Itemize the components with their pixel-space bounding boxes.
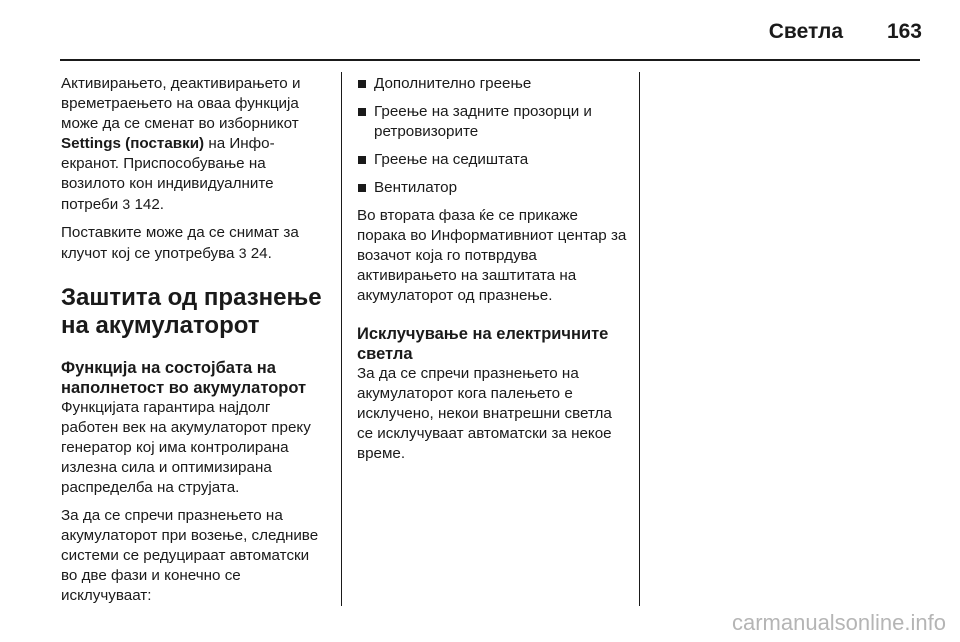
- paragraph-function: Функцијата гарантира најдолг работен век на акумулаторот преку генератор кој има контролирана излезна сила и оптимизирана распределба на струјата.: [61, 399, 311, 496]
- text-run: Поставките може да се снимат за клучот кој се употребува: [61, 224, 299, 262]
- list-item: Греење на задните прозорци и ретровизорите: [357, 102, 629, 142]
- page-reference: 24.: [246, 245, 272, 262]
- paragraph-systems: За да се спречи празнењето на акумулаторот при возење, следниве системи се редуцираат автоматски во две фази и конечно се исклучуваат:: [61, 507, 319, 604]
- text-run: Активирањето, деактивирањето и времетраењето на оваа функција може да се сменат во изборникот: [61, 75, 301, 132]
- systems-list: [357, 74, 629, 198]
- section-title: Заштита од празнење на акумулаторот: [61, 284, 322, 339]
- column-divider: [639, 72, 640, 606]
- list-item: Греење на седиштата: [357, 150, 629, 170]
- watermark: carmanualsonline.info: [731, 610, 946, 635]
- page-reference-icon: 3: [238, 245, 247, 261]
- page-reference-icon: 3: [122, 196, 131, 212]
- subsection-title: Исклучување на електричните светла: [357, 325, 609, 363]
- left-column: [61, 74, 327, 614]
- paragraph-second-phase: Во втората фаза ќе се прикаже порака во Информативниот центар за возачот која го потврдува активирањето на заштитата на акумулаторот од празнење.: [357, 207, 627, 304]
- paragraph-lights-off: За да се спречи празнењето на акумулаторот кога палењето е исклучено, некои внатрешни светла се исклучуваат автоматски за некое време.: [357, 365, 612, 462]
- header-divider: [60, 59, 920, 61]
- settings-menu-name: Settings (поставки): [61, 135, 205, 152]
- column-divider: [341, 72, 342, 606]
- page-number: 163: [886, 20, 922, 43]
- paragraph-key-settings: [61, 223, 327, 264]
- text-run: на Инфо-екранот. Приспособување на возилото кон индивидуалните потреби: [61, 135, 275, 213]
- list-item: Дополнително греење: [357, 74, 629, 94]
- paragraph-settings: [61, 74, 327, 215]
- subsection-title: Функција на состојбата на наполнетост во акумулаторот: [61, 359, 307, 397]
- page-reference: 142.: [130, 196, 164, 213]
- right-column: [357, 74, 629, 472]
- list-item: Вентилатор: [357, 178, 629, 198]
- running-header-title: Светла: [768, 20, 843, 43]
